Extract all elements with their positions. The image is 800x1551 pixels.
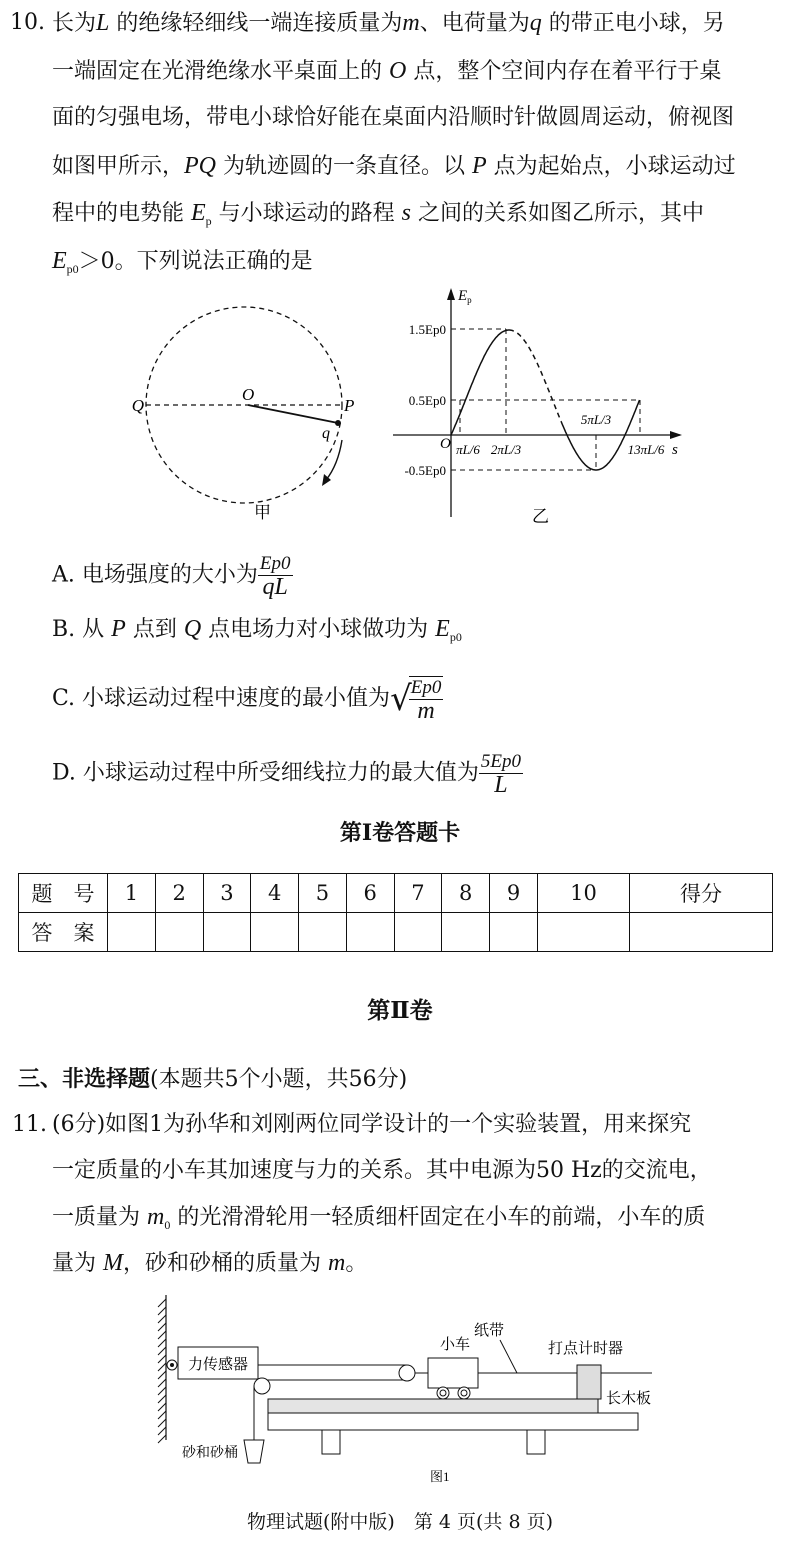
q11-number: 11.	[12, 1112, 47, 1137]
q10-line-6: $E_{p0}>0$。下列说法正确的是	[52, 248, 313, 276]
answer-cell[interactable]	[108, 913, 156, 952]
question-number-cell: 2	[155, 874, 203, 913]
question-number-cell: 1	[108, 874, 156, 913]
label-q-point: Q	[131, 396, 144, 415]
option-a-denominator: qL	[262, 574, 288, 600]
figure-jia-circle-diagram	[130, 290, 370, 530]
charged-ball	[335, 420, 341, 426]
q10-line-4: 如图甲所示，PQ 为轨迹圆的一条直径。以 P 点为起始点，小球运动过	[52, 153, 736, 179]
cart-body	[428, 1358, 478, 1388]
answer-cell[interactable]	[490, 913, 538, 952]
answer-cell[interactable]	[394, 913, 442, 952]
answer-cell[interactable]	[155, 913, 203, 952]
x-tick-2pil3: 2πL/3	[490, 442, 522, 457]
q11-line-1: (6分)如图1为孙华和刘刚两位同学设计的一个实验装置，用来探究	[52, 1112, 692, 1137]
figure-yi-ep-graph	[380, 282, 700, 532]
label-o-point: O	[242, 385, 255, 404]
y-tick-1.5: 1.5Ep0	[408, 322, 446, 337]
section-heading: 三、非选择题(本题共5个小题，共56分)	[18, 1066, 408, 1092]
option-d-fraction	[479, 751, 523, 796]
timer-box	[577, 1365, 601, 1399]
answer-cell[interactable]	[537, 913, 629, 952]
wall-mount-icon	[170, 1363, 174, 1367]
q10-line-5: 程中的电势能 $E_p$ 与小球运动的路程 s 之间的关系如图乙所示，其中	[52, 200, 705, 228]
label-p-point: P	[344, 396, 355, 415]
caption-jia: 甲	[254, 503, 271, 522]
option-a: A. 电场强度的大小为 $\frac{Ep0}{qL}$	[52, 553, 291, 600]
row-label-answer: 答 案	[19, 913, 108, 952]
ep-curve-dashed	[509, 330, 561, 422]
q10-number: 10.	[10, 10, 45, 35]
option-b: B. 从 P 点到 Q 点电场力对小球做功为 $E_{p0}$	[52, 616, 462, 644]
board-label: 长木板	[606, 1391, 652, 1407]
sand-bucket	[244, 1440, 264, 1463]
long-board	[268, 1399, 598, 1413]
part2-title: 第Ⅱ卷	[367, 997, 433, 1024]
timer-label: 打点计时器	[548, 1341, 624, 1357]
figure-caption: 图1	[430, 1469, 450, 1484]
question-number-cell: 6	[346, 874, 394, 913]
question-number-cell: 5	[299, 874, 347, 913]
answer-cell[interactable]	[203, 913, 251, 952]
force-sensor-label: 力传感器	[187, 1357, 249, 1373]
option-a-fraction	[258, 553, 293, 598]
bucket-label: 砂和砂桶	[182, 1446, 238, 1461]
answer-cell[interactable]	[299, 913, 347, 952]
option-c: C. 小球运动过程中速度的最小值为√ $\frac{Ep0}{m}$	[52, 677, 442, 724]
q11-line-3: 一质量为 $m_0$ 的光滑滑轮用一轻质细杆固定在小车的前端，小车的质	[52, 1204, 706, 1232]
table-pulley	[254, 1378, 270, 1394]
page-footer: 物理试题(附中版) 第 4 页(共 8 页)	[247, 1511, 553, 1533]
option-d-numerator: 5Ep0	[480, 751, 521, 772]
clockwise-arrow	[326, 440, 342, 480]
x-tick-pil6: πL/6	[456, 442, 480, 457]
q11-line-2: 一定质量的小车其加速度与力的关系。其中电源为50 Hz的交流电，	[52, 1158, 712, 1183]
x-axis-label: s	[672, 442, 678, 458]
question-number-cell: 8	[442, 874, 490, 913]
y-axis-label: $E_p$	[458, 288, 472, 305]
question-number-cell: 4	[251, 874, 299, 913]
x-tick-13pil6: 13πL/6	[627, 442, 665, 457]
answer-card-title: 第Ⅰ卷答题卡	[339, 820, 461, 846]
answer-cell[interactable]	[346, 913, 394, 952]
q10-line-2: 一端固定在光滑绝缘水平桌面上的 O 点，整个空间内存在着平行于桌	[52, 58, 722, 84]
cart-pulley	[399, 1365, 415, 1381]
answer-card-table	[18, 873, 773, 952]
question-number-cell: 9	[490, 874, 538, 913]
wall-hatching	[158, 1299, 166, 1443]
caption-yi: 乙	[532, 507, 549, 526]
q11-line-4: 量为 M，砂和砂桶的质量为 m。	[52, 1250, 368, 1276]
option-d-denominator: L	[494, 772, 508, 798]
question-number-cell: 10	[537, 874, 629, 913]
answer-cell[interactable]	[251, 913, 299, 952]
q10-line-1: 长为L 的绝缘轻细线一端连接质量为m、电荷量为q 的带正电小球，另	[52, 10, 725, 36]
x-axis-arrow-icon	[670, 431, 682, 439]
table-top	[268, 1413, 638, 1430]
sqrt-icon: √	[390, 679, 412, 719]
figure-1-apparatus	[140, 1285, 680, 1495]
question-number-cell: 3	[203, 874, 251, 913]
y-axis-arrow-icon	[447, 288, 455, 300]
cart-label: 小车	[440, 1337, 471, 1353]
label-q-charge: q	[322, 425, 330, 442]
y-tick-0.5: 0.5Ep0	[408, 393, 446, 408]
option-a-numerator: Ep0	[259, 553, 291, 574]
question-number-cell: 7	[394, 874, 442, 913]
tape-label: 纸带	[474, 1323, 505, 1339]
score-label: 得分	[630, 874, 773, 913]
score-cell[interactable]	[630, 913, 773, 952]
option-d: D. 小球运动过程中所受细线拉力的最大值为 $\frac{5Ep0}{L}$	[52, 751, 521, 798]
table-legs	[527, 1430, 545, 1454]
x-tick-5pil3: 5πL/3	[580, 412, 612, 427]
option-c-denominator: m	[417, 698, 435, 724]
string-line	[248, 405, 338, 423]
q10-line-3: 面的匀强电场，带电小球恰好能在桌面内沿顺时针做圆周运动，俯视图	[52, 105, 735, 130]
option-c-numerator: Ep0	[410, 677, 442, 698]
origin-label: O	[440, 436, 451, 452]
row-label-number: 题 号	[19, 874, 108, 913]
y-tick-neg0.5: -0.5Ep0	[404, 463, 446, 478]
answer-cell[interactable]	[442, 913, 490, 952]
